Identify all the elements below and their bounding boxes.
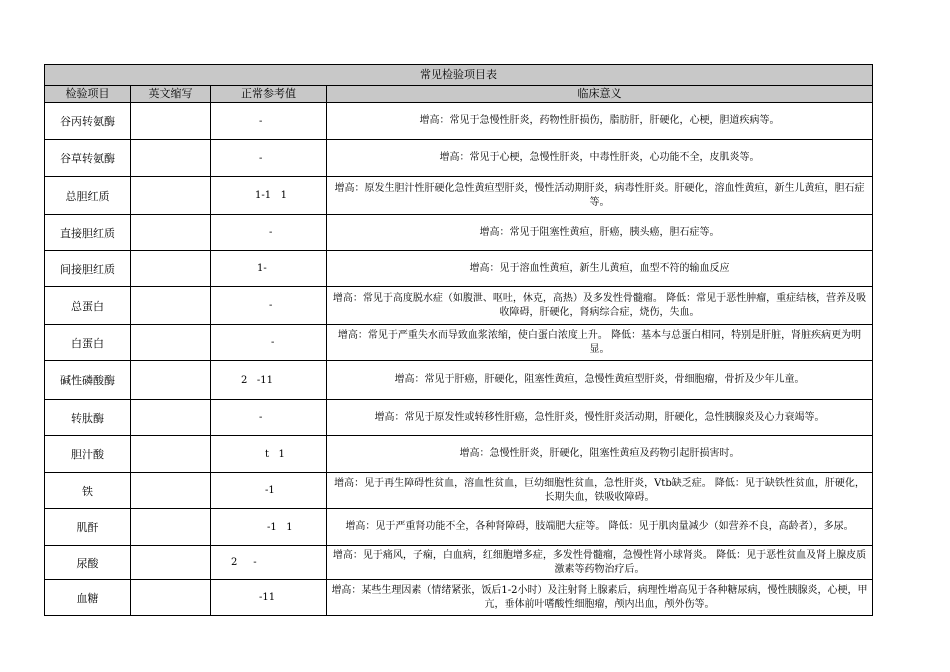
reference-value-cell[interactable]: 2 -	[211, 546, 327, 579]
reference-value-cell[interactable]: -1 1	[211, 509, 327, 545]
abbreviation-cell[interactable]	[131, 287, 211, 324]
test-name-cell[interactable]: 谷草转氨酶	[45, 140, 131, 176]
table-row[interactable]	[45, 400, 872, 436]
abbreviation-cell[interactable]	[131, 251, 211, 286]
reference-value-cell[interactable]: -	[211, 215, 327, 250]
table-title: 常见检验项目表	[45, 65, 872, 86]
test-name-cell[interactable]: 肌酐	[45, 509, 131, 545]
clinical-meaning-cell[interactable]: 增高：见于严重肾功能不全，各种肾障碍，肢端肥大症等。 降低：见于肌肉量减少（如营养不良，高龄者），多尿。	[345, 521, 854, 532]
clinical-meaning-cell[interactable]: 增高：见于溶血性黄疸，新生儿黄疸，血型不符的输血反应	[469, 262, 730, 274]
clinical-meaning-cell[interactable]: 增高：常见于急慢性肝炎，药物性肝损伤，脂肪肝，肝硬化，心梗，胆道疾病等。	[419, 115, 780, 126]
reference-value-cell[interactable]: -	[211, 325, 327, 360]
table-row[interactable]	[45, 251, 872, 287]
abbreviation-cell[interactable]	[131, 325, 211, 360]
test-name-cell[interactable]: 总胆红质	[45, 177, 131, 214]
test-name-cell[interactable]: 总蛋白	[45, 287, 131, 324]
abbreviation-cell[interactable]	[131, 473, 211, 508]
reference-value-cell[interactable]: 1-1 1	[211, 177, 327, 214]
abbreviation-cell[interactable]	[131, 177, 211, 214]
table-row[interactable]	[45, 177, 872, 215]
clinical-meaning-cell[interactable]: 增高：见于痛风，子痫，白血病，红细胞增多症，多发性骨髓瘤，急慢性肾小球肾炎。 降低：见于恶性贫血及肾上腺皮质激素等药物治疗后。	[332, 549, 867, 575]
header-test-item[interactable]: 检验项目	[45, 86, 131, 102]
abbreviation-cell[interactable]	[131, 436, 211, 472]
reference-value-cell[interactable]: t 1	[211, 436, 327, 472]
test-name-cell[interactable]: 碱性磷酸酶	[45, 361, 131, 399]
reference-value-cell[interactable]: -	[211, 103, 327, 139]
test-name-cell[interactable]: 转肽酶	[45, 400, 131, 435]
test-name-cell[interactable]: 胆汁酸	[45, 436, 131, 472]
reference-value-cell[interactable]: -	[211, 140, 327, 176]
table-row[interactable]	[45, 546, 872, 580]
reference-value-cell[interactable]: -	[211, 287, 327, 324]
table-body	[45, 103, 872, 615]
clinical-meaning-cell[interactable]: 增高：见于再生障碍性贫血，溶血性贫血，巨幼细胞性贫血，急性肝炎，Vtb缺乏症。 降低：见于缺铁性贫血，肝硬化，长期失血，铁吸收障碍。	[334, 477, 865, 503]
header-abbreviation[interactable]: 英文缩写	[131, 86, 211, 102]
abbreviation-cell[interactable]	[131, 546, 211, 579]
test-name-cell[interactable]: 谷丙转氨酶	[45, 103, 131, 139]
reference-value-cell[interactable]: -1	[211, 473, 327, 508]
test-name-cell[interactable]: 血糖	[45, 580, 131, 615]
table-row[interactable]	[45, 580, 872, 615]
test-name-cell[interactable]: 直接胆红质	[45, 215, 131, 250]
test-name-cell[interactable]: 尿酸	[45, 546, 131, 579]
clinical-meaning-cell[interactable]: 增高：常见于肝癌，肝硬化，阻塞性黄疸，急慢性黄疸型肝炎，骨细胞瘤，骨折及少年儿童。	[394, 374, 805, 385]
table-row[interactable]	[45, 436, 872, 473]
test-name-cell[interactable]: 间接胆红质	[45, 251, 131, 286]
abbreviation-cell[interactable]	[131, 361, 211, 399]
abbreviation-cell[interactable]	[131, 140, 211, 176]
clinical-meaning-cell[interactable]: 增高：常见于严重失水而导致血浆浓缩，使白蛋白浓度上升。 降低：基本与总蛋白相同，特别是肝脏，肾脏疾病更为明显。	[337, 329, 862, 355]
header-reference-value[interactable]: 正常参考值	[211, 86, 327, 102]
clinical-meaning-cell[interactable]: 增高：常见于心梗，急慢性肝炎，中毒性肝炎，心功能不全，皮肌炎等。	[439, 152, 760, 163]
table-row[interactable]	[45, 215, 872, 251]
abbreviation-cell[interactable]	[131, 580, 211, 615]
table-row[interactable]	[45, 325, 872, 361]
clinical-meaning-cell[interactable]: 增高：急慢性肝炎，肝硬化，阻塞性黄疸及药物引起肝损害时。	[459, 448, 740, 459]
table-row[interactable]	[45, 287, 872, 325]
reference-value-cell[interactable]: 1-	[211, 251, 327, 286]
abbreviation-cell[interactable]	[131, 103, 211, 139]
reference-value-cell[interactable]: -	[211, 400, 327, 435]
table-row[interactable]	[45, 140, 872, 177]
reference-value-cell[interactable]: 2 -11	[211, 361, 327, 399]
clinical-meaning-cell[interactable]: 增高：常见于原发性或转移性肝癌，急性肝炎，慢性肝炎活动期，肝硬化，急性胰腺炎及心力衰竭等。	[374, 411, 825, 423]
abbreviation-cell[interactable]	[131, 400, 211, 435]
test-name-cell[interactable]: 白蛋白	[45, 325, 131, 360]
table-row[interactable]	[45, 361, 872, 400]
clinical-meaning-cell[interactable]: 增高：原发生胆汁性肝硬化急性黄疸型肝炎，慢性活动期肝炎，病毒性肝炎。肝硬化，溶血性黄疸，新生儿黄疸，胆石症等。	[334, 182, 865, 208]
clinical-meaning-cell[interactable]: 增高：常见于高度脱水症（如腹泄、呕吐，休克，高热）及多发性骨髓瘤。 降低：常见于恶性肿瘤，重症结核，营养及吸收障碍，肝硬化，肾病综合症，烧伤，失血。	[332, 292, 867, 318]
clinical-meaning-cell[interactable]: 增高：某些生理因素（情绪紧张，饭后1-2小时）及注射肾上腺素后，病理性增高见于各种糖尿病，慢性胰腺炎，心梗，甲亢，垂体前叶嗜酸性细胞瘤，颅内出血，颅外伤等。	[331, 584, 868, 610]
abbreviation-cell[interactable]	[131, 215, 211, 250]
test-name-cell[interactable]: 铁	[45, 473, 131, 508]
clinical-meaning-cell[interactable]: 增高：常见于阻塞性黄疸，肝癌，胰头癌，胆石症等。	[479, 226, 720, 238]
table-row[interactable]	[45, 103, 872, 140]
abbreviation-cell[interactable]	[131, 509, 211, 545]
table-header	[45, 86, 872, 103]
table-row[interactable]	[45, 509, 872, 546]
header-clinical-meaning[interactable]: 临床意义	[577, 87, 622, 100]
table-row[interactable]	[45, 473, 872, 509]
reference-value-cell[interactable]: -11	[211, 580, 327, 615]
lab-test-table	[44, 64, 873, 616]
